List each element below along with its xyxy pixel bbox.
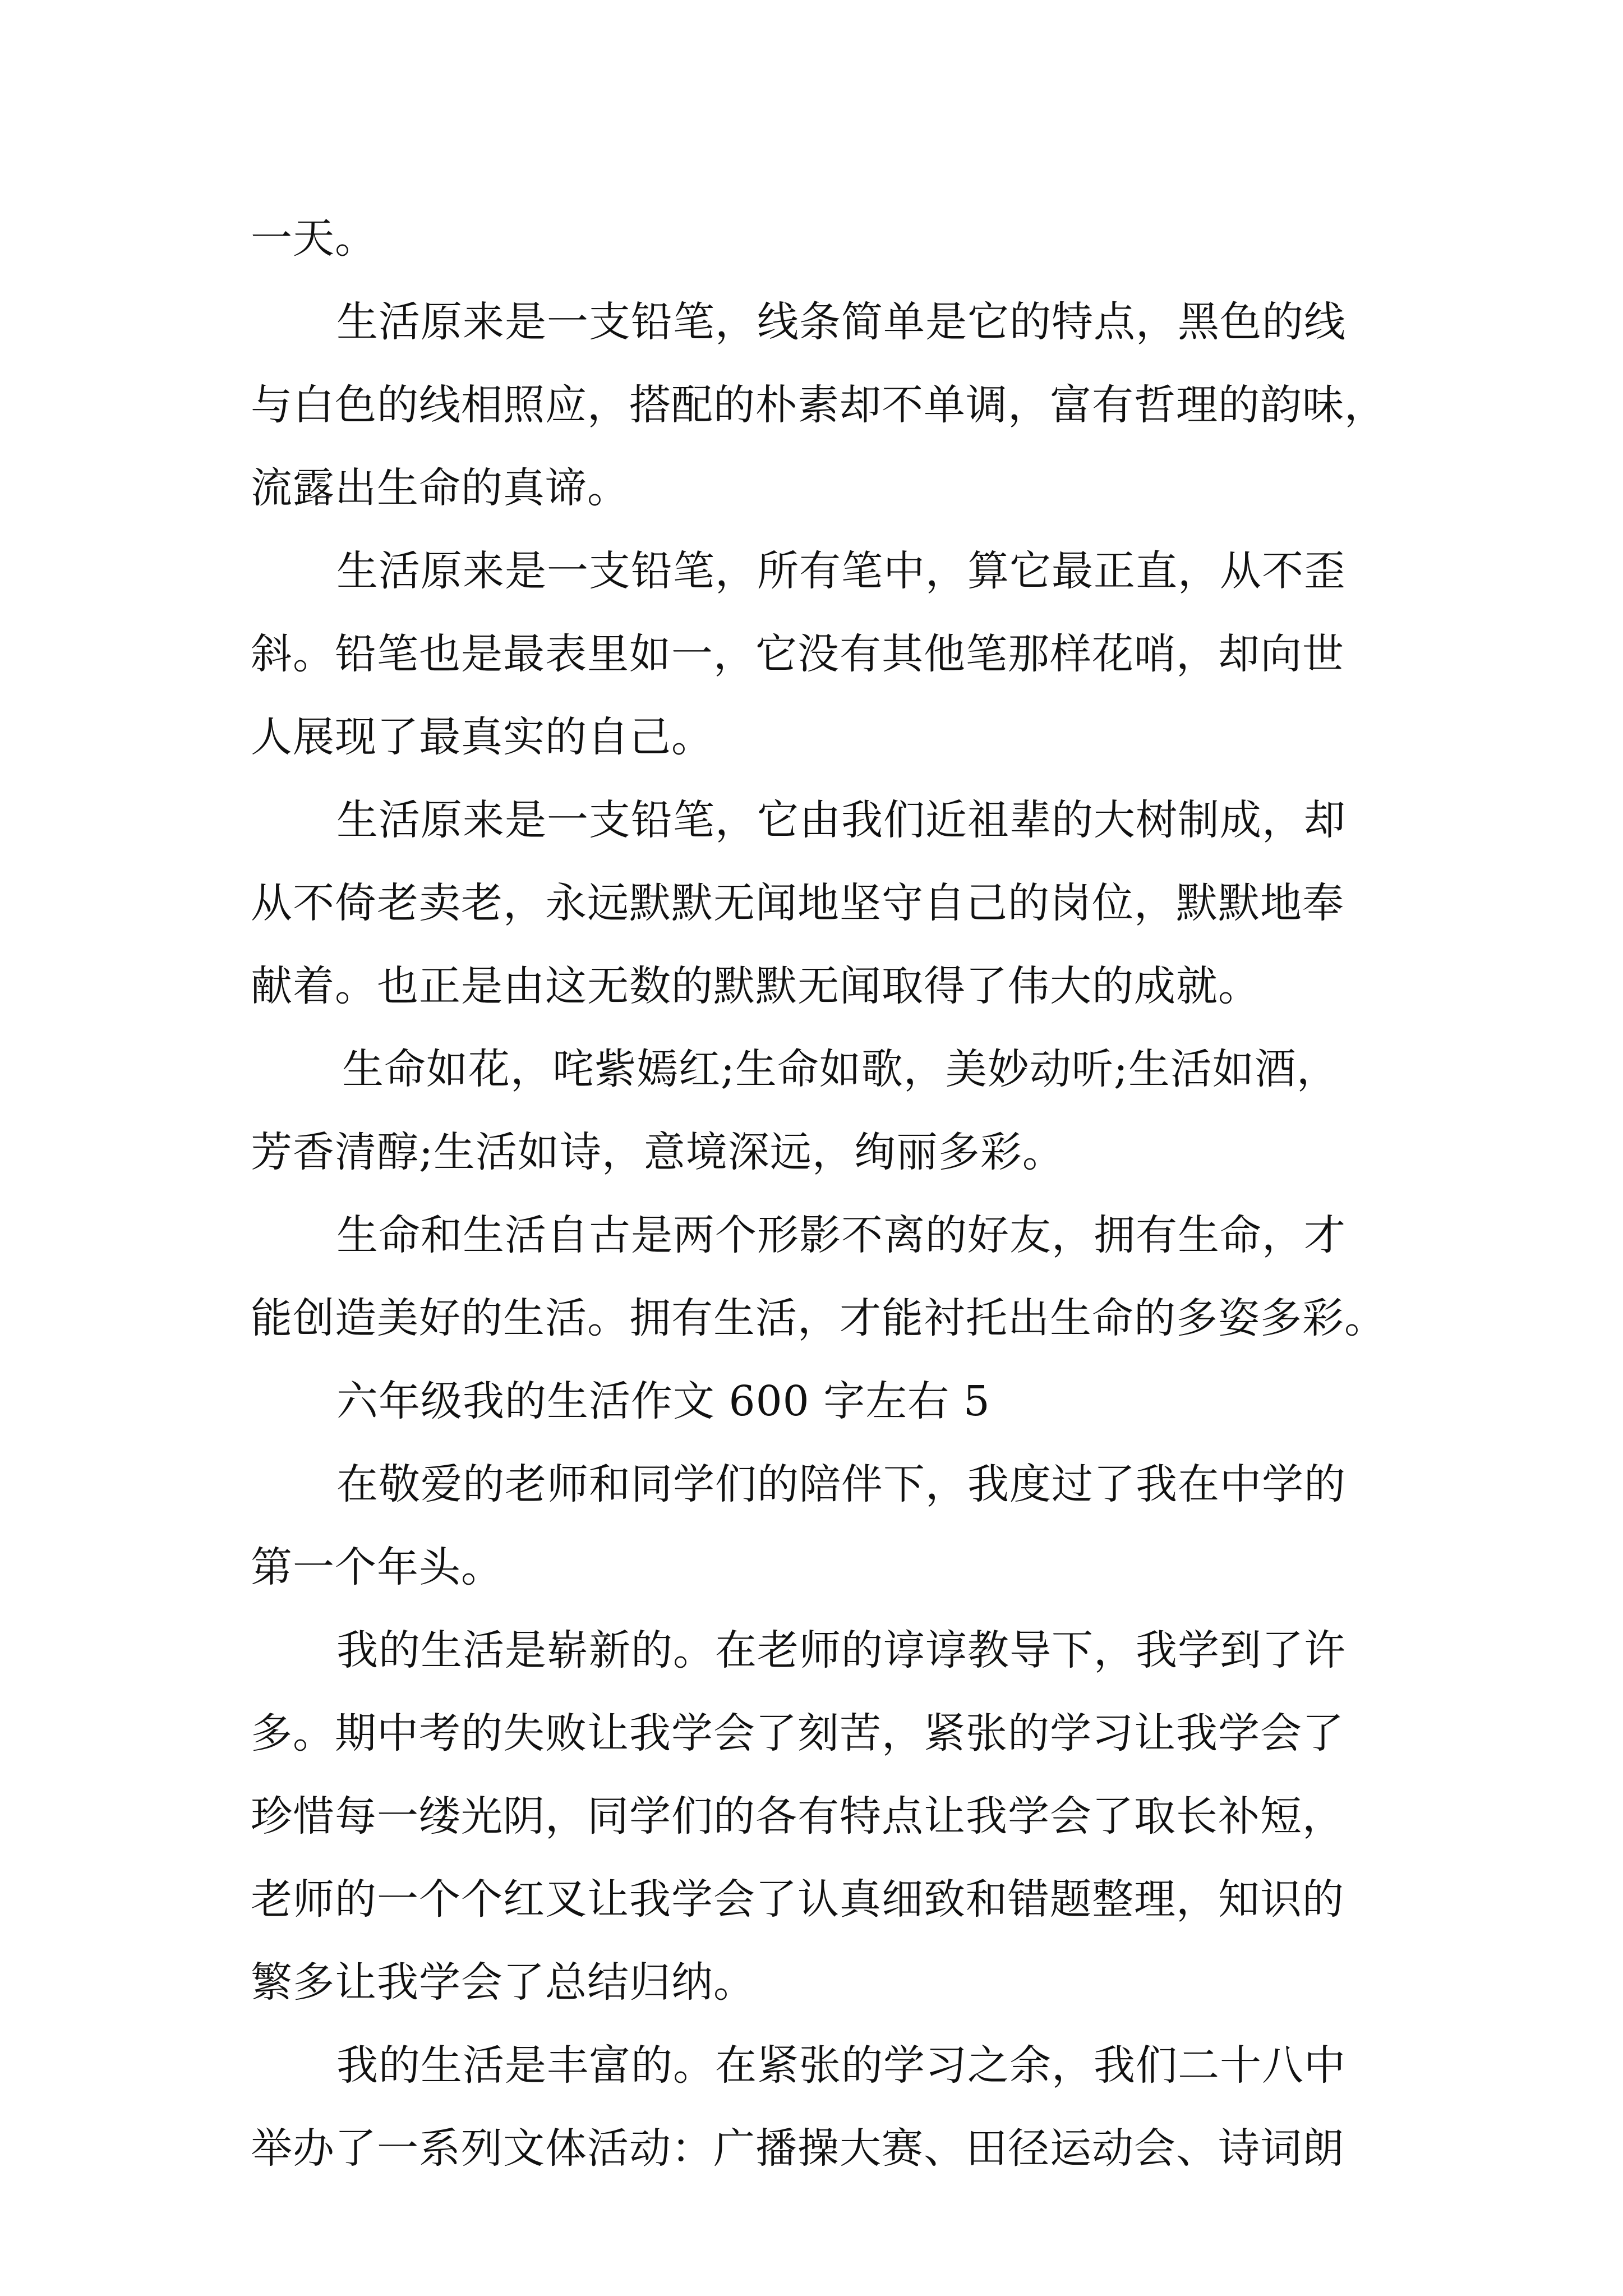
- text-line: 老师的一个个红叉让我学会了认真细致和错题整理，知识的: [251, 1875, 1344, 1924]
- text-line: 能创造美好的生活。拥有生活，才能衬托出生命的多姿多彩。: [251, 1294, 1386, 1342]
- text-line: 流露出生命的真谛。: [251, 464, 629, 512]
- text-line: 一天。: [251, 214, 377, 263]
- text-line: 在敬爱的老师和同学们的陪伴下，我度过了我在中学的: [336, 1460, 1346, 1508]
- text-line: 第一个年头。: [251, 1543, 503, 1591]
- text-line: 从不倚老卖老，永远默默无闻地坚守自己的岗位，默默地奉: [251, 879, 1344, 927]
- text-line: 珍惜每一缕光阴，同学们的各有特点让我学会了取长补短，: [251, 1792, 1344, 1841]
- section-heading: 六年级我的生活作文 600 字左右 5: [336, 1377, 990, 1425]
- text-line: 生命如花，咤紫嫣红;生命如歌，美妙动听;生活如酒，: [342, 1045, 1339, 1093]
- text-line: 与白色的线相照应，搭配的朴素却不单调，富有哲理的韵味，: [251, 381, 1386, 429]
- text-line: 芳香清醇;生活如诗，意境深远，绚丽多彩。: [251, 1128, 1064, 1176]
- text-line: 生活原来是一支铅笔，它由我们近祖辈的大树制成，却: [336, 796, 1346, 844]
- text-line: 多。期中考的失败让我学会了刻苦，紧张的学习让我学会了: [251, 1709, 1344, 1757]
- text-line: 举办了一系列文体活动：广播操大赛、田径运动会、诗词朗: [251, 2124, 1344, 2173]
- text-line: 献着。也正是由这无数的默默无闻取得了伟大的成就。: [251, 962, 1260, 1010]
- text-line: 斜。铅笔也是最表里如一，它没有其他笔那样花哨，却向世: [251, 630, 1344, 678]
- text-line: 人展现了最真实的自己。: [251, 713, 713, 761]
- text-line: 我的生活是崭新的。在老师的谆谆教导下，我学到了许: [336, 1626, 1346, 1674]
- text-line: 生活原来是一支铅笔，所有笔中，算它最正直，从不歪: [336, 547, 1346, 595]
- text-line: 我的生活是丰富的。在紧张的学习之余，我们二十八中: [336, 2041, 1346, 2090]
- text-line: 繁多让我学会了总结归纳。: [251, 1958, 755, 2007]
- text-line: 生命和生活自古是两个形影不离的好友，拥有生命，才: [336, 1211, 1346, 1259]
- text-line: 生活原来是一支铅笔，线条简单是它的特点，黑色的线: [336, 298, 1346, 346]
